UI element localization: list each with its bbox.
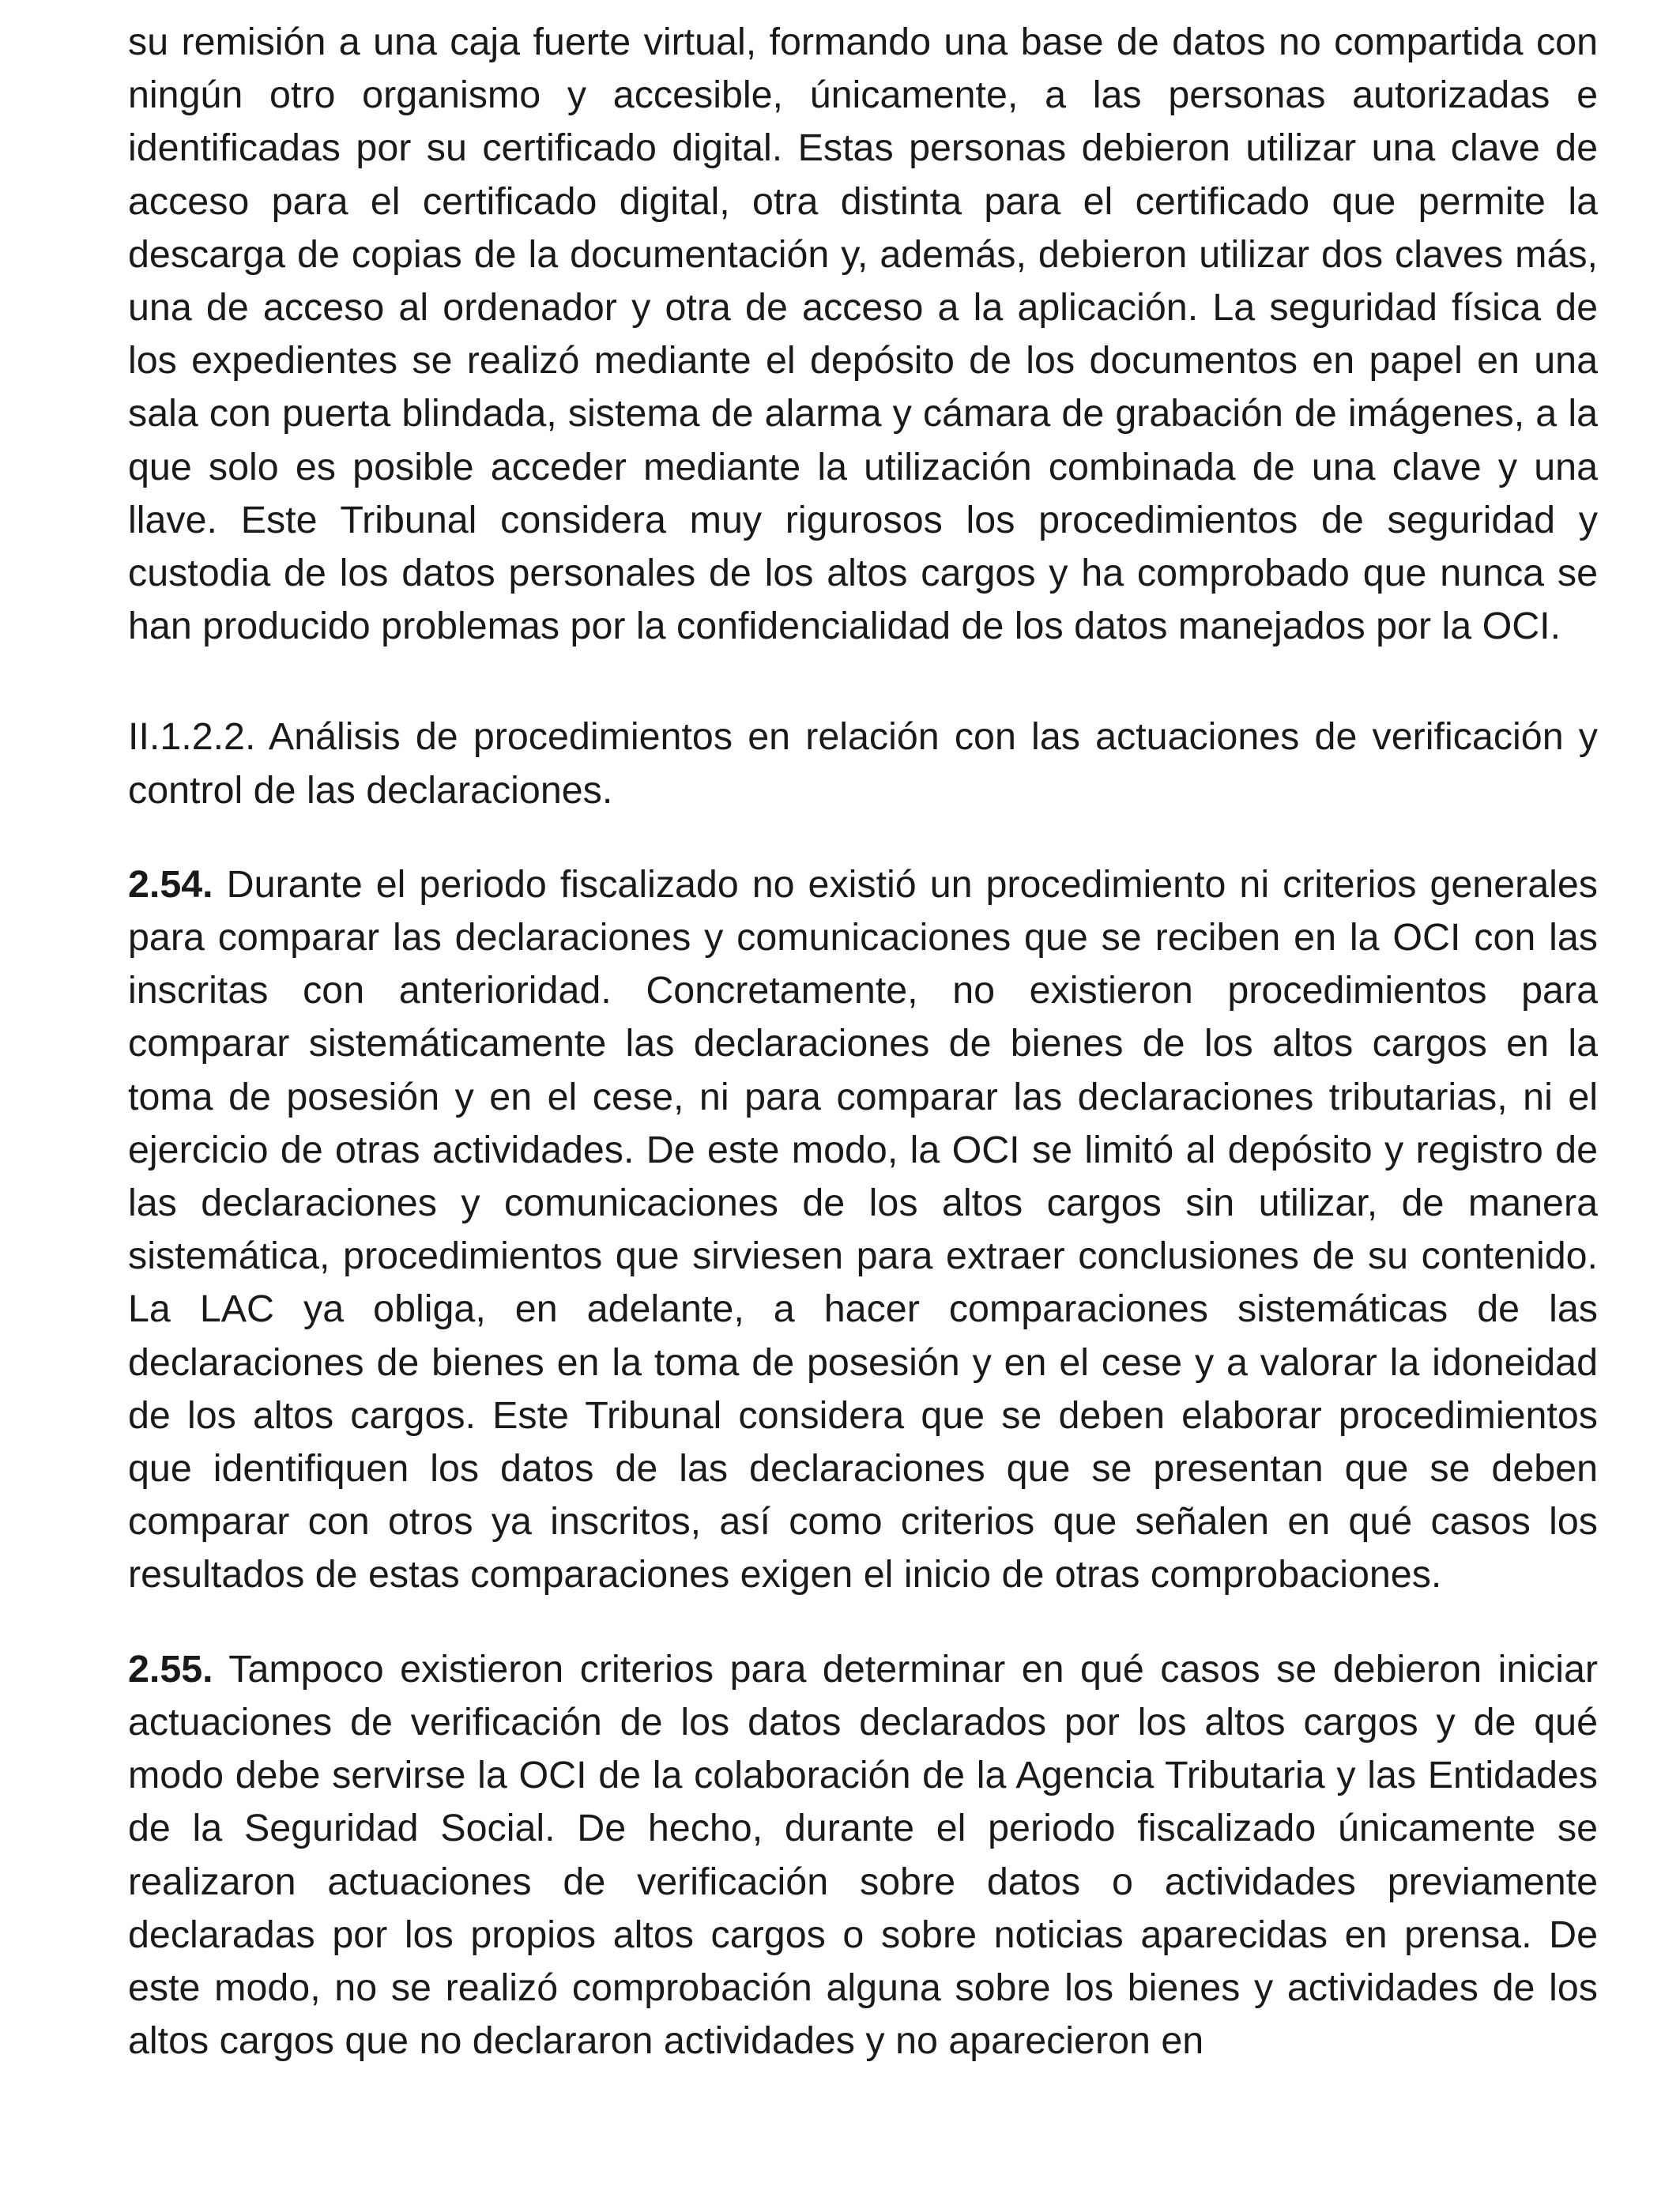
paragraph-number: 2.54. — [128, 862, 213, 906]
paragraph-2-55 — [128, 1643, 1598, 2068]
paragraph-2-54 — [128, 858, 1598, 1602]
paragraph-text: Tampoco existieron criterios para determinar en qué casos se debieron iniciar actuaciones de verificación de los datos declarados por los altos cargos y de qué modo debe servirse la OCI de la colaboración de la Agencia Tributaria y las Entidades de la Seguridad Social. De hecho, durante el periodo fiscalizado únicamente se realizaron actuaciones de verificación sobre datos o actividades previamente declaradas por los propios altos cargos o sobre noticias aparecidas en prensa. De este modo, no se realizó comprobación alguna sobre los bienes y actividades de los altos cargos que no declararon actividades y no aparecieron en — [128, 1647, 1598, 2063]
paragraph-number: 2.55. — [128, 1647, 213, 1691]
paragraph-text: Durante el periodo fiscalizado no existió un procedimiento ni criterios generales para comparar las declaraciones y comunicaciones que se reciben en la OCI con las inscritas con anterioridad. Concretamente, no existieron procedimientos para comparar sistemáticamente las declaraciones de bienes de los altos cargos en la toma de posesión y en el cese, ni para comparar las declaraciones tributarias, ni el ejercicio de otras actividades. De este modo, la OCI se limitó al depósito y registro de las declaraciones y comunicaciones de los altos cargos sin utilizar, de manera sistemática, procedimientos que sirviesen para extraer conclusiones de su contenido. La LAC ya obliga, en adelante, a hacer comparaciones sistemáticas de las declaraciones de bienes en la toma de posesión y en el cese y a valorar la idoneidad de los altos cargos. Este Tribunal considera que se deben elaborar procedimientos que identifiquen los datos de las declaraciones que se presentan que se deben comparar con otros ya inscritos, así como criterios que señalen en qué casos los resultados de estas comparaciones exigen el inicio de otras comprobaciones. — [128, 862, 1598, 1596]
intro-continuation-paragraph: su remisión a una caja fuerte virtual, formando una base de datos no compartida con ningún otro organismo y accesible, únicamente, a las personas autorizadas e identificadas por su certificado digital. Estas personas debieron utilizar una clave de acceso para el certificado digital, otra distinta para el certificado que permite la descarga de copias de la documentación y, además, debieron utilizar dos claves más, una de acceso al ordenador y otra de acceso a la aplicación. La seguridad física de los expedientes se realizó mediante el depósito de los documentos en papel en una sala con puerta blindada, sistema de alarma y cámara de grabación de imágenes, a la que solo es posible acceder mediante la utilización combinada de una clave y una llave. Este Tribunal considera muy rigurosos los procedimientos de seguridad y custodia de los datos personales de los altos cargos y ha comprobado que nunca se han producido problemas por la confidencialidad de los datos manejados por la OCI. — [128, 21, 1598, 648]
section-heading: II.1.2.2. Análisis de procedimientos en relación con las actuaciones de verificación y control de las declaraciones. — [128, 715, 1598, 812]
document-page — [128, 16, 1598, 2194]
